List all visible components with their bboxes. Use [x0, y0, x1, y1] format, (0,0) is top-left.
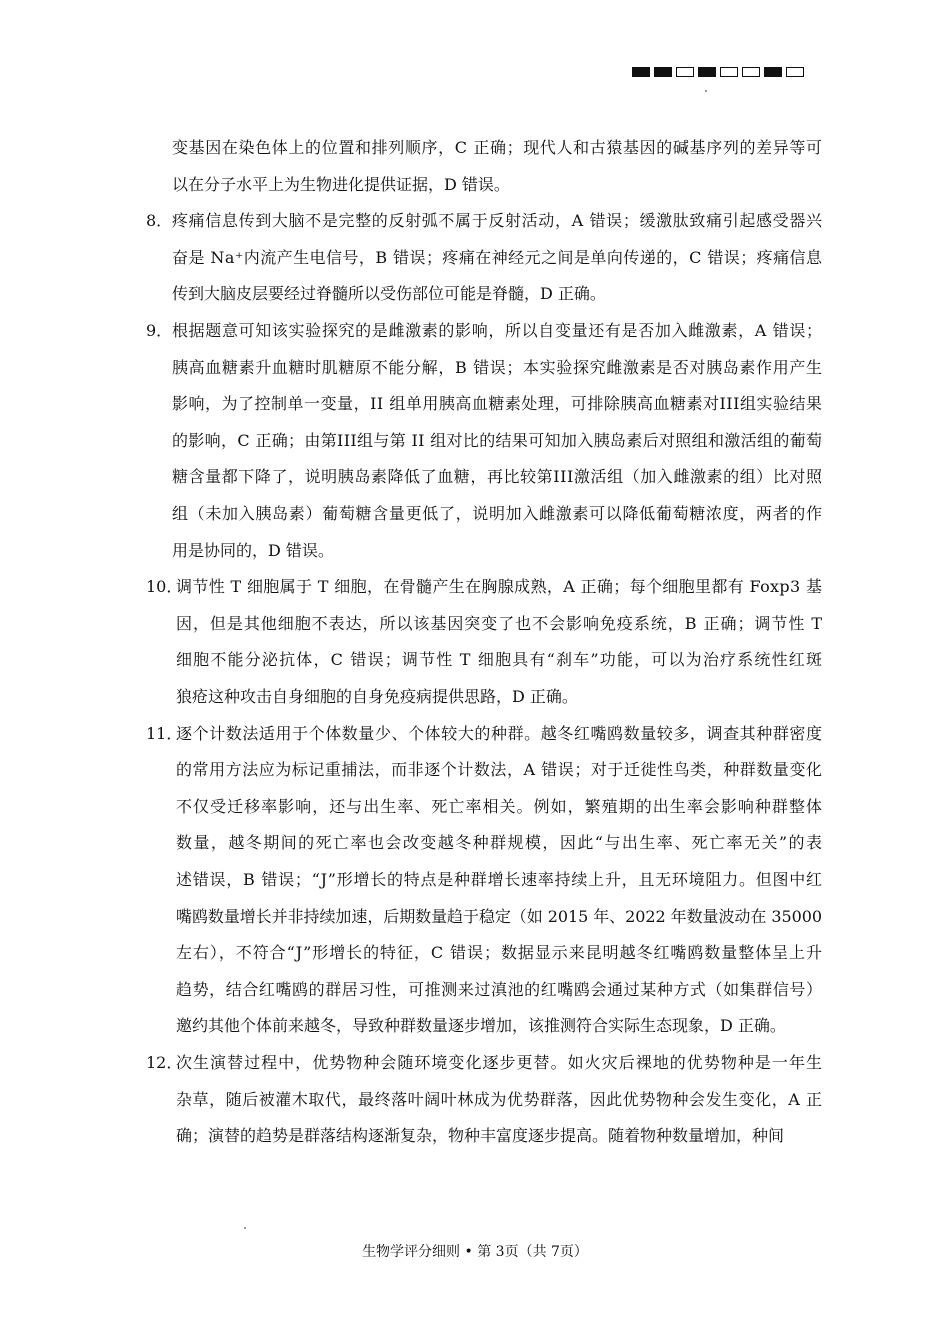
- text-line: 用是协同的，D 错误。: [172, 540, 334, 560]
- header-mark: [742, 67, 760, 77]
- item-number: 12．: [146, 1053, 183, 1072]
- text-line: 不仅受迁移率影响，还与出生率、死亡率相关。例如，繁殖期的出生率会影响种群整体: [176, 796, 824, 816]
- header-mark: [632, 67, 650, 77]
- text-line: 疼痛信息传到大脑不是完整的反射弧不属于反射活动，A 错误；缓激肽致痛引起感受器兴: [172, 211, 823, 231]
- text-line: 的常用方法应为标记重捕法，而非逐个计数法，A 错误；对于迁徙性鸟类，种群数量变化: [176, 760, 823, 780]
- item-number: 10．: [146, 577, 183, 597]
- text-line: 邀约其他个体前来越冬，导致种群数量逐步增加，该推测符合实际生态现象，D 正确。: [176, 1016, 786, 1036]
- footer-dot: [244, 1227, 246, 1229]
- text-line: 组（未加入胰岛素）葡萄糖含量更低了，说明加入雌激素可以降低葡萄糖浓度，两者的作: [172, 504, 823, 523]
- header-mark: [698, 67, 716, 77]
- text-line: 胰高血糖素升血糖时肌糖原不能分解，B 错误；本实验探究雌激素是否对胰岛素作用产生: [172, 357, 823, 377]
- item-number: 8．: [146, 211, 173, 231]
- text-line: 狼疮这种攻击自身细胞的自身免疫病提供思路，D 正确。: [176, 687, 578, 706]
- header-mark: [654, 67, 672, 77]
- header-mark: [720, 67, 738, 77]
- item-number: 9．: [146, 321, 173, 340]
- text-line: 调节性 T 细胞属于 T 细胞，在骨髓产生在胸腺成熟，A 正确；每个细胞里都有 Foxp3 基: [176, 577, 823, 597]
- page-footer: 生物学评分细则 • 第 3页（共 7页）: [362, 1244, 588, 1260]
- text-line: 的影响，C 正确；由第III组与第 II 组对比的结果可知加入胰岛素后对照组和激活组的葡萄: [172, 430, 823, 450]
- header-dot: [705, 90, 707, 92]
- header-mark: [676, 67, 694, 77]
- text-line: 细胞不能分泌抗体，C 错误；调节性 T 细胞具有“刹车”功能，可以为治疗系统性红斑: [176, 650, 824, 670]
- header-mark: [764, 67, 782, 77]
- text-line: 糖含量都下降了，说明胰岛素降低了血糖，再比较第III激活组（加入雌激素的组）比对照: [172, 467, 823, 487]
- text-line: 趋势，结合红嘴鸥的群居习性，可推测来过滇池的红嘴鸥会通过某种方式（如集群信号）: [176, 979, 823, 999]
- text-line: 逐个计数法适用于个体数量少、个体较大的种群。越冬红嘴鸥数量较多，调查其种群密度: [176, 723, 823, 743]
- text-line: 数量，越冬期间的死亡率也会改变越冬种群规模，因此“与出生率、死亡率无关”的表: [176, 833, 824, 853]
- text-line: 传到大脑皮层要经过脊髓所以受伤部位可能是脊髓，D 正确。: [172, 284, 606, 304]
- text-line: 确；演替的趋势是群落结构逐渐复杂，物种丰富度逐步提高。随着物种数量增加，种间: [176, 1126, 785, 1146]
- text-line: 左右），不符合“J”形增长的特征，C 错误；数据显示来昆明越冬红嘴鸥数量整体呈上升: [176, 943, 823, 963]
- text-line: 根据题意可知该实验探究的是雌激素的影响，所以自变量还有是否加入雌激素，A 错误；: [172, 321, 823, 340]
- text-line: 变基因在染色体上的位置和排列顺序，C 正确；现代人和古猿基因的碱基序列的差异等可: [172, 138, 823, 157]
- header-marks: [632, 67, 804, 77]
- text-line: 次生演替过程中，优势物种会随环境变化逐步更替。如火灾后裸地的优势物种是一年生: [176, 1053, 824, 1072]
- header-mark: [786, 67, 804, 77]
- text-line: 嘴鸥数量增长并非持续加速，后期数量趋于稳定（如 2015 年、2022 年数量波动在 35000: [176, 906, 822, 926]
- text-line: 杂草，随后被灌木取代，最终落叶阔叶林成为优势群落，因此优势物种会发生变化，A 正: [176, 1089, 823, 1109]
- text-line: 影响，为了控制单一变量，II 组单用胰高血糖素处理，可排除胰高血糖素对III组实验结果: [172, 394, 823, 414]
- text-line: 奋是 Na⁺内流产生电信号，B 错误；疼痛在神经元之间是单向传递的，C 错误；疼痛信息: [172, 247, 823, 267]
- text-line: 因，但是其他细胞不表达，所以该基因突变了也不会影响免疫系统，B 正确；调节性 T: [176, 613, 823, 633]
- text-line: 以在分子水平上为生物进化提供证据，D 错误。: [172, 174, 510, 194]
- item-number: 11．: [146, 723, 183, 743]
- text-line: 述错误，B 错误；“J”形增长的特点是种群增长速率持续上升，且无环境阻力。但图中红: [176, 870, 823, 889]
